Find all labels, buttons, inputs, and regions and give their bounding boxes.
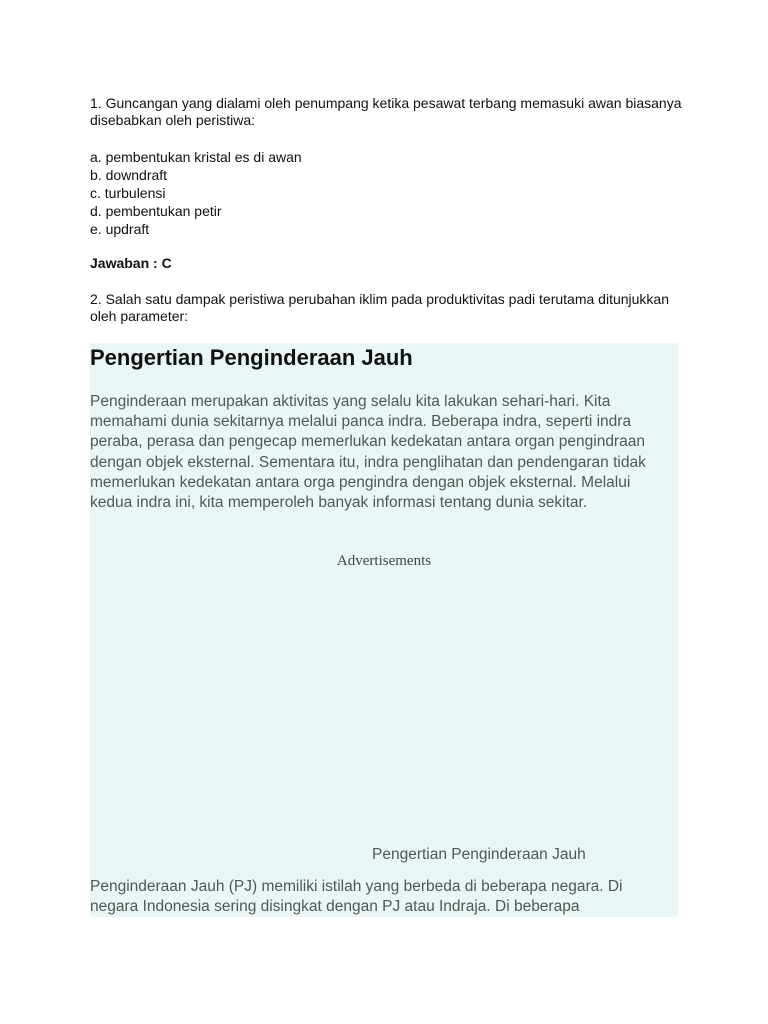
article-paragraph-2: Penginderaan Jauh (PJ) memiliki istilah yang berbeda di beberapa negara. Di negara Indonesia sering disingkat dengan PJ atau Indraja. Di beberapa xyxy=(90,878,623,915)
article-paragraph-1: Penginderaan merupakan aktivitas yang selalu kita lakukan sehari-hari. Kita memahami dunia sekitarnya melalui panca indra. Beberapa indra, seperti indra peraba, perasa dan pengecap memerlukan kedekatan antara organ pengindraan dengan objek eksternal. Sementara itu, indra penglihatan dan pendengaran tidak memerlukan kedekatan antara orga pengindra dengan objek eksternal. Melalui kedua indra ini, kita memperoleh banyak informasi tentang dunia sekitar. xyxy=(90,393,646,512)
question-1-text: 1. Guncangan yang dialami oleh penumpang ketika pesawat terbang memasuki awan biasanya disebabkan oleh peristiwa: xyxy=(90,95,682,128)
option-c: c. turbulensi xyxy=(90,185,166,201)
option-a: a. pembentukan kristal es di awan xyxy=(90,149,302,165)
option-e: e. updraft xyxy=(90,221,150,237)
question-1 xyxy=(90,95,690,129)
question-2-text: 2. Salah satu dampak peristiwa perubahan iklim pada produktivitas padi terutama ditunjukkan oleh parameter: xyxy=(90,291,670,324)
answer-key: Jawaban : C xyxy=(90,255,172,271)
article-title: Pengertian Penginderaan Jauh xyxy=(90,345,413,370)
advertisements-label: Advertisements xyxy=(336,553,432,569)
option-d: d. pembentukan petir xyxy=(90,203,222,219)
option-b: b. downdraft xyxy=(90,167,168,183)
article-panel xyxy=(90,343,678,917)
image-caption: Pengertian Penginderaan Jauh xyxy=(372,846,586,863)
answer-options xyxy=(90,148,302,238)
